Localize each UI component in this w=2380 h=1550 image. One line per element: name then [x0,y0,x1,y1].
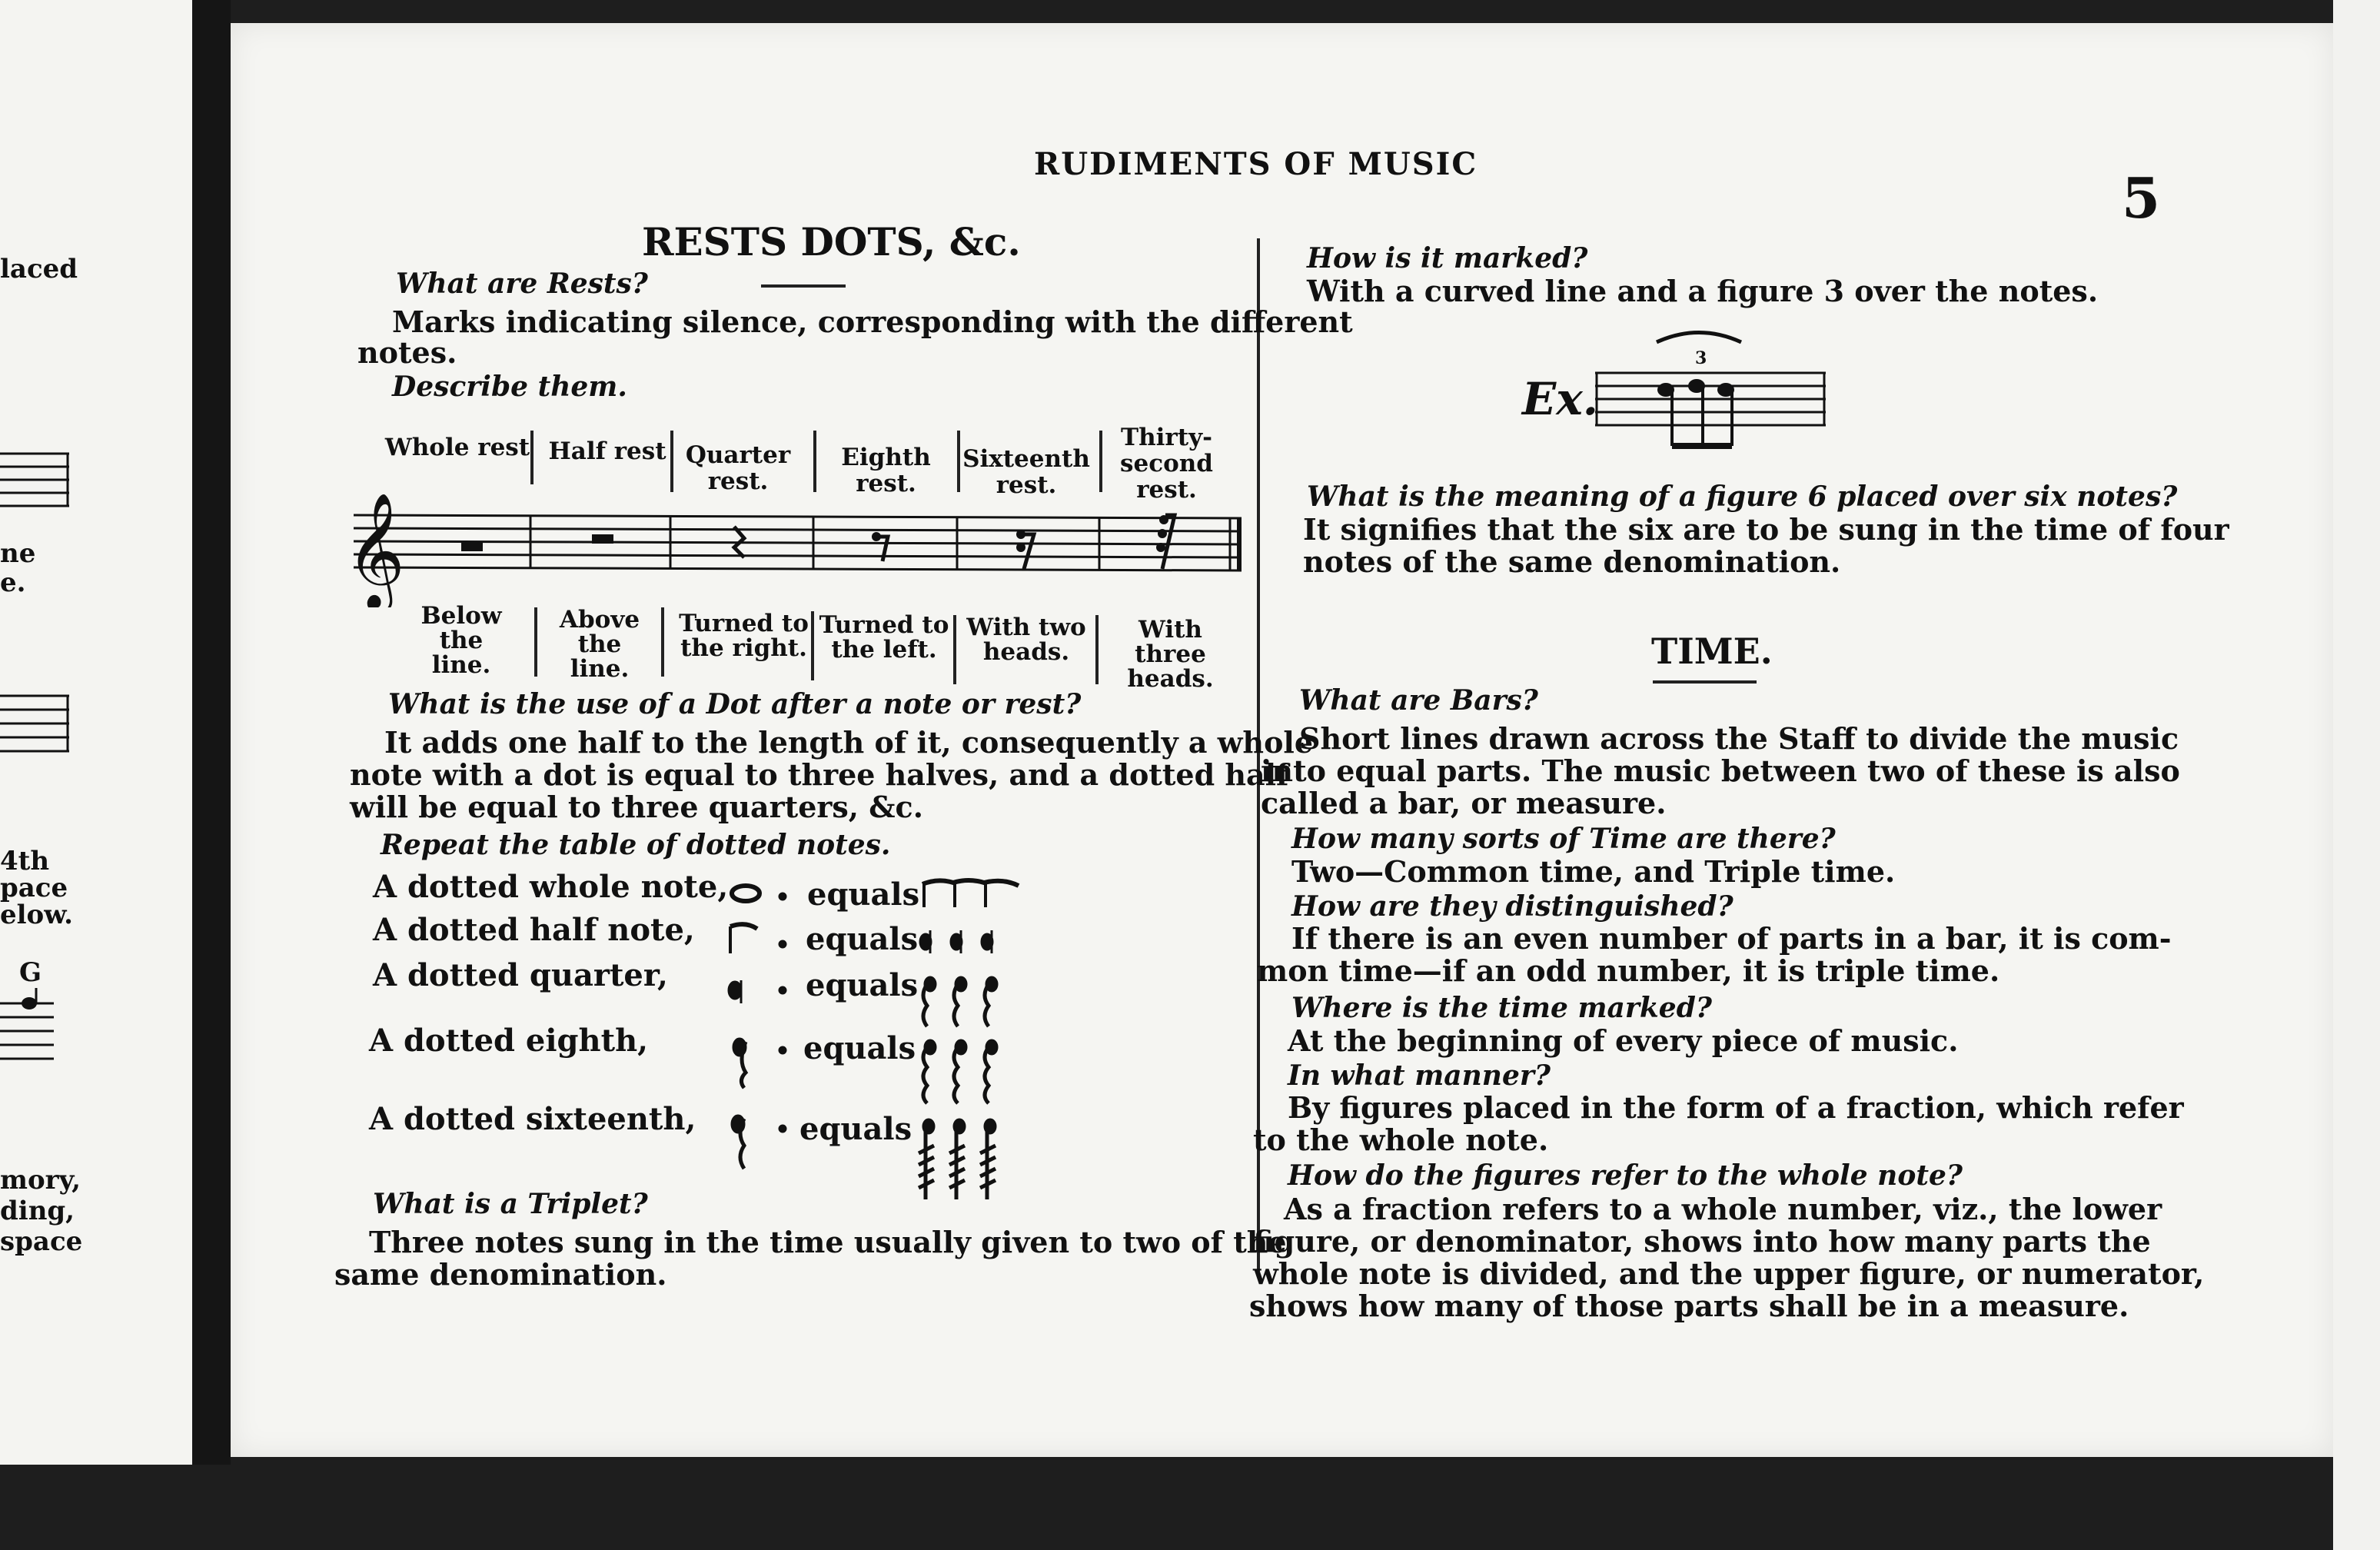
question: How do the figures refer to the whole note? [1288,1159,1963,1192]
table-divider [670,431,673,492]
answer-line: into equal parts. The music between two of these is also [1261,753,2180,788]
dotted-note-label: A dotted eighth, [369,1023,649,1059]
answer-line: Two—Common time, and Triple time. [1291,854,1896,889]
page-number: 5 [2122,165,2161,231]
dotted-note-label: A dotted half note, [373,912,695,948]
section-title-time: TIME. [1651,630,1773,672]
answer-line: will be equal to three quarters, &c. [350,790,923,824]
equals-label: equals [799,1111,912,1147]
left-fragment: elow. [0,900,73,930]
answer-line: By figures placed in the form of a fraction, which refer [1288,1090,2184,1125]
rest-header: Quarter rest. [685,441,791,495]
triplet-example-staff [1595,319,1833,461]
rest-header: Sixteenth rest. [962,445,1090,499]
left-page [0,0,192,1465]
table-divider [957,431,960,492]
answer-line: note with a dot is equal to three halves, and a dotted half [350,757,1289,792]
question: Describe them. [392,371,627,403]
question: Where is the time marked? [1291,992,1712,1024]
question: How many sorts of Time are there? [1291,823,1836,855]
question: What is the meaning of a figure 6 placed over six notes? [1307,481,2178,513]
question: How is it marked? [1307,242,1588,274]
answer-line: same denomination. [334,1257,667,1292]
rest-description: Below the line. [420,602,502,679]
question: How are they distinguished? [1291,890,1733,923]
equals-label: equals [803,1030,916,1066]
dotted-note-label: A dotted quarter, [373,957,668,993]
triplet-figure: 3 [1695,348,1707,368]
title-underline [761,284,846,288]
equals-label: equals [806,967,919,1003]
dotted-note-label: A dotted whole note, [373,869,729,905]
answer-line: shows how many of those parts shall be in a measure. [1249,1289,2129,1323]
answer-line: called a bar, or measure. [1261,786,1667,820]
rest-header: Thirty-second rest. [1120,424,1213,504]
example-label: Ex. [1522,373,1598,425]
question: In what manner? [1288,1059,1551,1092]
answer-line: mon time—if an odd number, it is triple time. [1257,953,2000,988]
answer-line: notes. [357,335,457,370]
left-staff-fragment [0,988,77,1073]
question: What is a Triplet? [373,1188,648,1220]
left-fragment: mory, [0,1165,81,1196]
answer-line: As a fraction refers to a whole number, viz., the lower [1284,1192,2162,1226]
left-staff-fragment [0,446,77,515]
left-fragment: pace [0,873,68,903]
question: What is the use of a Dot after a note or rest? [388,688,1082,720]
equals-label: equals [807,876,920,913]
table-divider [953,615,956,684]
left-staff-fragment [0,688,77,773]
left-fragment: laced [0,254,78,284]
title-underline [1653,680,1757,684]
rest-staff [346,492,1253,607]
table-divider [1099,431,1102,492]
answer-line: Three notes sung in the time usually given to two of the [369,1225,1287,1259]
answer-line: Short lines drawn across the Staff to divide the music [1299,721,2179,756]
table-divider [1095,615,1099,684]
table-divider [813,431,816,492]
left-fragment: ne [0,538,36,569]
left-fragment: G [19,957,42,988]
table-divider [530,431,534,484]
page-edge [2333,0,2380,1550]
question: What are Bars? [1299,684,1538,717]
answer-line: It adds one half to the length of it, consequently a whole [384,725,1314,760]
book-gutter [192,0,231,1465]
answer-line: If there is an even number of parts in a bar, it is com- [1291,921,2172,956]
rest-header: Half rest [548,437,666,465]
answer-line: It signifies that the six are to be sung in the time of four [1303,512,2229,547]
left-fragment: ding, [0,1196,75,1226]
rest-description: With three heads. [1127,616,1214,693]
dotted-notes-figure [707,869,1030,1222]
rest-description: With two heads. [966,614,1086,666]
answer-line: notes of the same denomination. [1303,544,1841,579]
rest-description: Turned to the right. [679,610,809,662]
left-fragment: space [0,1226,83,1257]
question: Repeat the table of dotted notes. [381,829,891,861]
answer-line: At the beginning of every piece of music. [1288,1023,1959,1058]
dotted-note-label: A dotted sixteenth, [369,1101,696,1137]
rest-header: Eighth rest. [841,444,931,497]
table-divider [534,607,537,677]
rest-description: Turned to the left. [819,611,949,664]
svg-text:𝄞: 𝄞 [346,492,405,607]
question: What are Rests? [396,268,648,300]
table-divider [661,607,664,677]
equals-label: equals [806,921,919,957]
section-title-rests: RESTS DOTS, &c. [642,219,1021,264]
rest-header: Whole rest [384,434,530,461]
running-title: RUDIMENTS OF MUSIC [1034,146,1478,182]
answer-line: figure, or denominator, shows into how many parts the [1253,1224,2151,1259]
left-fragment: 4th [0,846,50,876]
table-divider [811,611,814,680]
left-fragment: e. [0,567,26,598]
answer-line: Marks indicating silence, corresponding with the different [392,304,1353,339]
answer-line: whole note is divided, and the upper figure, or numerator, [1253,1256,2205,1291]
rest-description: Above the line. [559,606,640,683]
answer-line: to the whole note. [1253,1123,1549,1157]
answer-line: With a curved line and a figure 3 over the notes. [1307,274,2099,308]
